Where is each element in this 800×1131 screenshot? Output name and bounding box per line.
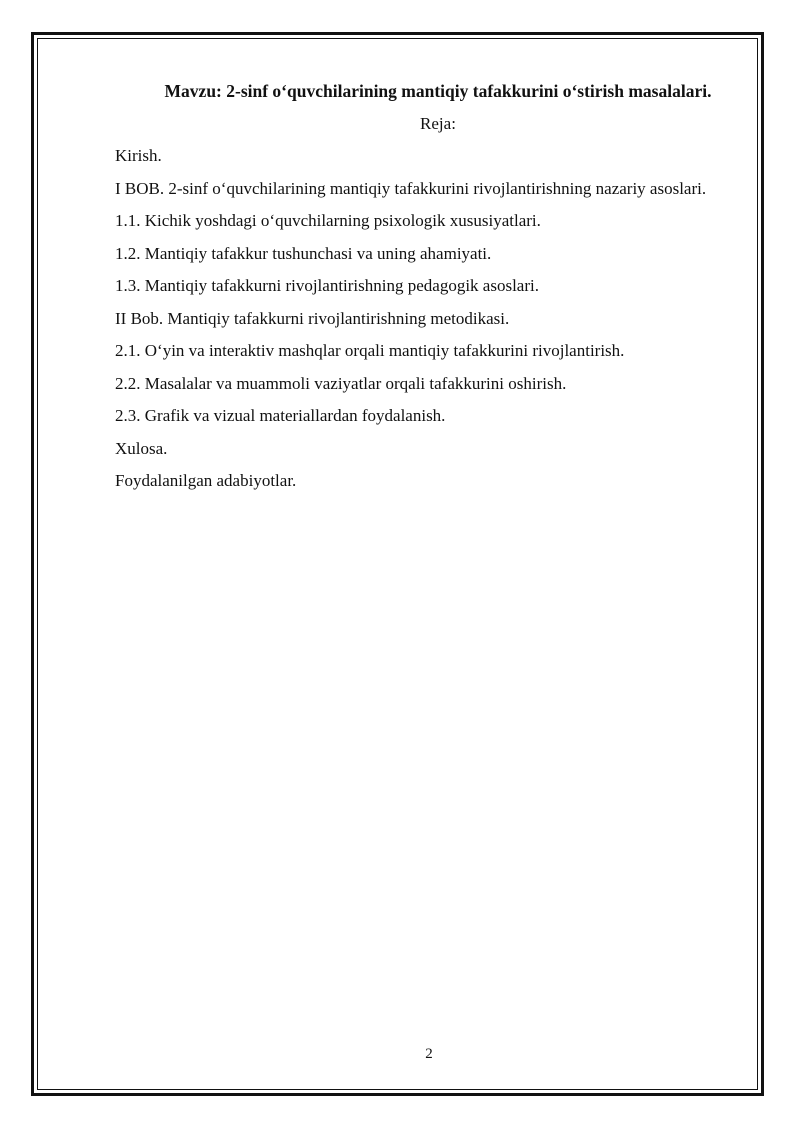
toc-item-1-3: 1.3. Mantiqiy tafakkurni rivojlantirishning pedagogik asoslari. [115, 276, 539, 295]
toc-item-2-3: 2.3. Grafik va vizual materiallardan foydalanish. [115, 406, 446, 425]
page-number: 2 [425, 1046, 433, 1062]
toc-item-2-1: 2.1. O‘yin va interaktiv mashqlar orqali mantiqiy tafakkurini rivojlantirish. [115, 341, 625, 360]
toc-item-references: Foydalanilgan adabiyotlar. [115, 471, 297, 490]
plan-heading: Reja: [420, 113, 456, 133]
toc-item-introduction: Kirish. [115, 146, 162, 165]
toc-item-2-2: 2.2. Masalalar va muammoli vaziyatlar orqali tafakkurini oshirish. [115, 373, 567, 393]
toc-item-conclusion: Xulosa. [115, 438, 168, 458]
toc-item-chapter-2: II Bob. Mantiqiy tafakkurni rivojlantirishning metodikasi. [115, 308, 510, 328]
toc-item-1-1: 1.1. Kichik yoshdagi o‘quvchilarning psixologik xususiyatlari. [115, 211, 541, 230]
table-of-contents [115, 140, 741, 498]
document-body [115, 75, 741, 498]
toc-item-1-2: 1.2. Mantiqiy tafakkur tushunchasi va uning ahamiyati. [115, 243, 492, 263]
toc-item-chapter-1: I BOB. 2-sinf o‘quvchilarining mantiqiy tafakkurini rivojlantirishning nazariy asoslari. [115, 178, 707, 198]
document-title: Mavzu: 2-sinf o‘quvchilarining mantiqiy tafakkurini o‘stirish masalalari. [164, 81, 712, 101]
